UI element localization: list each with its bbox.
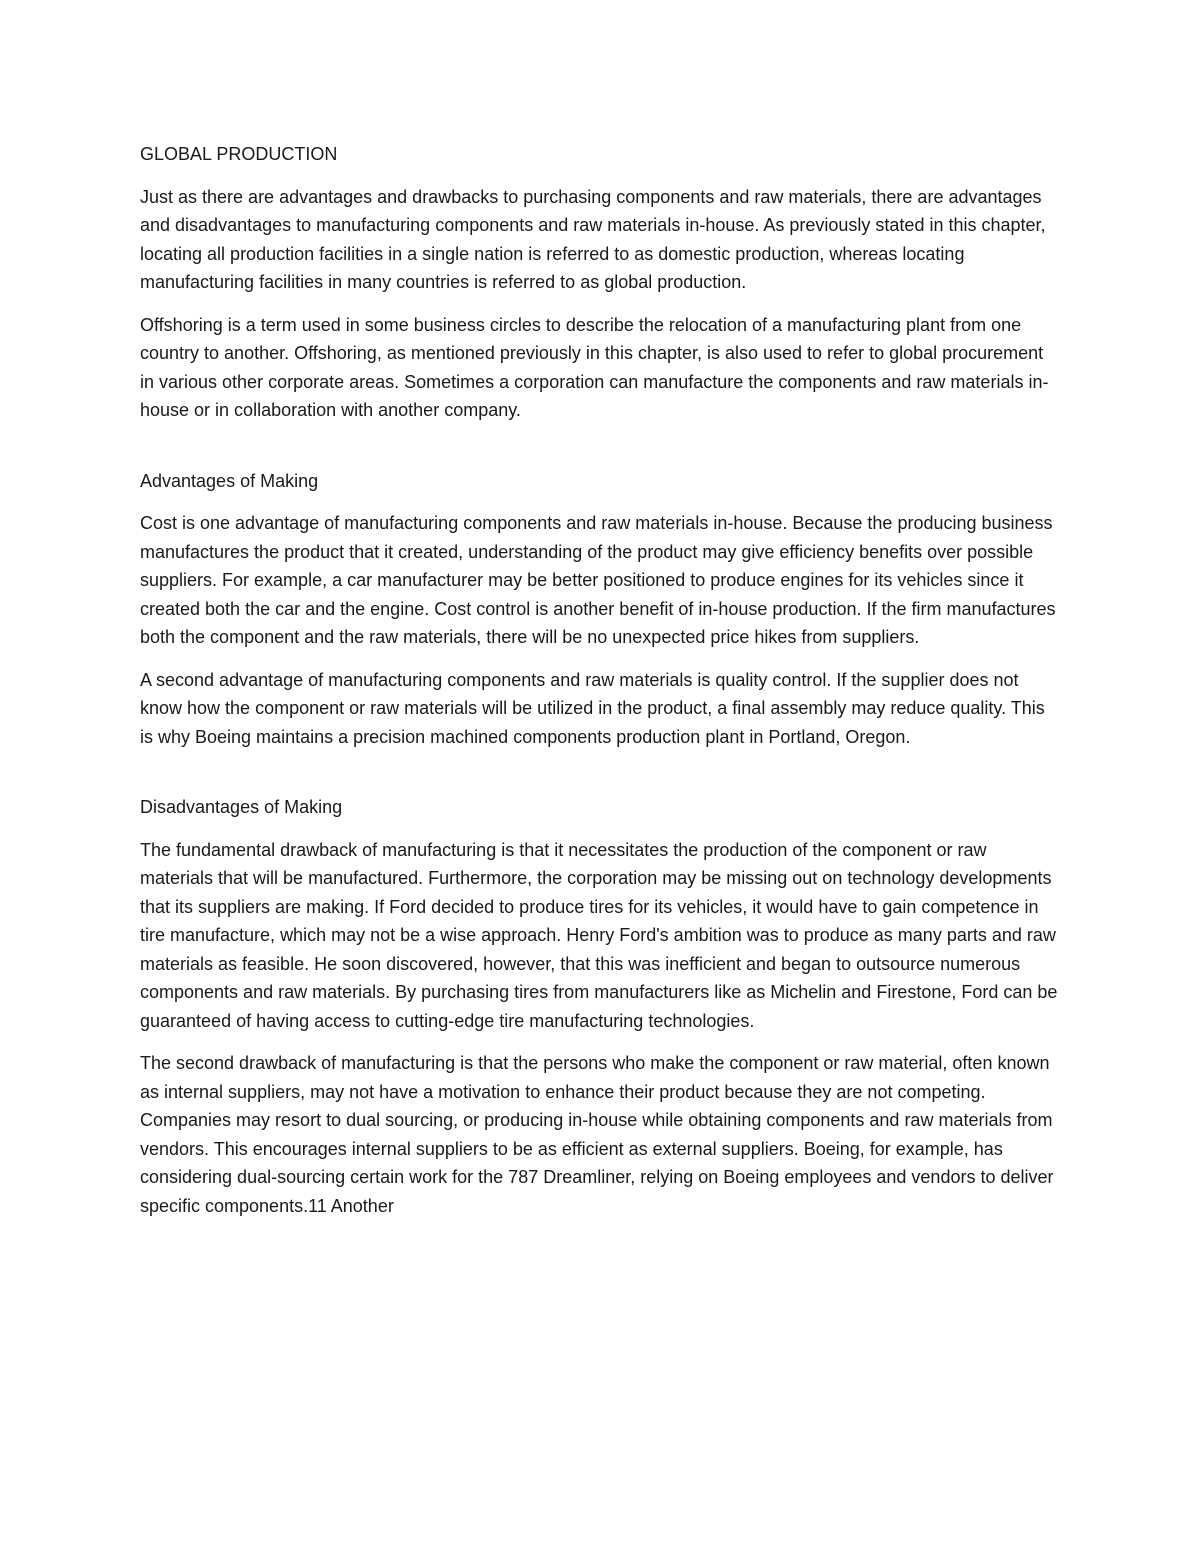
section-heading-advantages: Advantages of Making [140,470,319,491]
document-page [140,140,1060,1234]
disadvantages-paragraph-1: The fundamental drawback of manufacturing is that it necessitates the production of the component or raw materials that will be manufactured. Furthermore, the corporation may be missing out on technology developments that its suppliers are making. If Ford decided to produce tires for its vehicles, it would have to gain competence in tire manufacture, which may not be a wise approach. Henry Ford's ambition was to produce as many parts and raw materials as feasible. He soon discovered, however, that this was inefficient and began to outsource numerous components and raw materials. By purchasing tires from manufacturers like as Michelin and Firestone, Ford can be guaranteed of having access to cutting-edge tire manufacturing technologies. [140,839,1058,1031]
section-heading-disadvantages: Disadvantages of Making [140,797,343,817]
disadvantages-paragraph-2: The second drawback of manufacturing is that the persons who make the component or raw material, often known as internal suppliers, may not have a motivation to enhance their product because they are not competing. Companies may resort to dual sourcing, or producing in-house while obtaining components and raw materials from vendors. This encourages internal suppliers to be as efficient as external suppliers. Boeing, for example, has considering dual-sourcing certain work for the 787 Dreamliner, relying on Boeing employees and vendors to deliver specific components.11 Another [140,1053,1054,1216]
document-title: GLOBAL PRODUCTION [140,144,338,164]
advantages-paragraph-1: Cost is one advantage of manufacturing components and raw materials in-house. Because the producing business manufactures the product that it created, understanding of the product may give efficiency benefits over possible suppliers. For example, a car manufacturer may be better positioned to produce engines for its vehicles since it created both the car and the engine. Cost control is another benefit of in-house production. If the firm manufactures both the component and the raw materials, there will be no unexpected price hikes from suppliers. [140,513,1056,647]
intro-paragraph-2: Offshoring is a term used in some business circles to describe the relocation of a manufacturing plant from one country to another. Offshoring, as mentioned previously in this chapter, is also used to refer to global procurement in various other corporate areas. Sometimes a corporation can manufacture the components and raw materials in-house or in collaboration with another company. [140,314,1049,420]
advantages-paragraph-2: A second advantage of manufacturing components and raw materials is quality control. If the supplier does not know how the component or raw materials will be utilized in the product, a final assembly may reduce quality. This is why Boeing maintains a precision machined components production plant in Portland, Oregon. [140,669,1045,747]
intro-paragraph-1: Just as there are advantages and drawbacks to purchasing components and raw materials, there are advantages and disadvantages to manufacturing components and raw materials in-house. As previously stated in this chapter, locating all production facilities in a single nation is referred to as domestic production, whereas locating manufacturing facilities in many countries is referred to as global production. [140,186,1046,292]
